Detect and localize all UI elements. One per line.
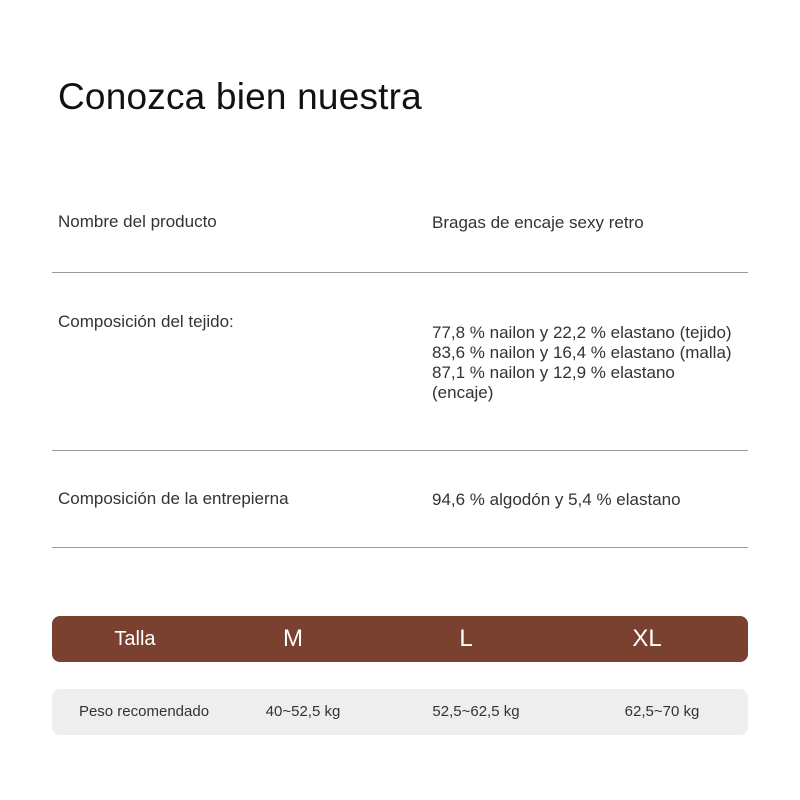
page-title: Conozca bien nuestra xyxy=(58,76,422,117)
size-table-weight-row xyxy=(52,689,748,735)
weight-l: 52,5~62,5 kg xyxy=(432,703,520,720)
size-table-header xyxy=(52,616,748,662)
spec-label: Nombre del producto xyxy=(58,212,217,231)
divider xyxy=(52,272,748,273)
spec-value: 94,6 % algodón y 5,4 % elastano xyxy=(432,490,681,509)
divider xyxy=(52,450,748,451)
weight-m: 40~52,5 kg xyxy=(265,703,341,720)
spec-value: 77,8 % nailon y 22,2 % elastano (tejido) 83,6 % nailon y 16,4 % elastano (malla) 87,1 % nailon y 12,9 % elastano (encaje) xyxy=(432,323,732,402)
size-m: M xyxy=(283,625,303,652)
size-xl: XL xyxy=(632,625,662,652)
size-l: L xyxy=(459,625,473,652)
divider xyxy=(52,547,748,548)
spec-row-product-name xyxy=(52,212,748,242)
spec-row-fabric-composition xyxy=(52,312,748,412)
spec-value: Bragas de encaje sexy retro xyxy=(432,213,644,232)
spec-row-crotch-composition xyxy=(52,489,748,519)
size-header-label: Talla xyxy=(114,628,156,650)
spec-label: Composición de la entrepierna xyxy=(58,489,289,508)
weight-row-label: Peso recomendado xyxy=(78,703,210,720)
weight-xl: 62,5~70 kg xyxy=(624,703,700,720)
spec-label: Composición del tejido: xyxy=(58,312,234,331)
